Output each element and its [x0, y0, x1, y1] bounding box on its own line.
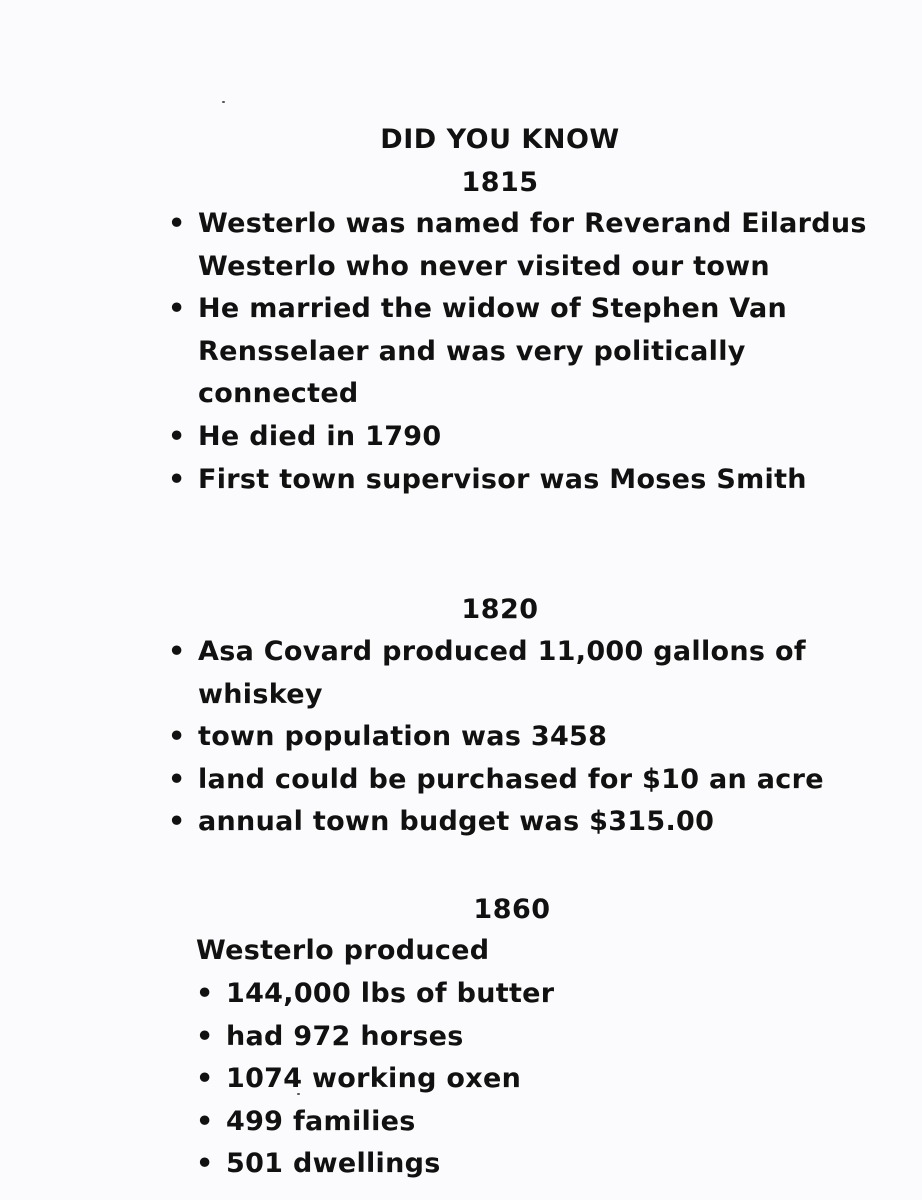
list-item: • Westerlo was named for Reverand Eilardus Westerlo who never visited our town — [168, 203, 868, 288]
list-item: • He married the widow of Stephen Van Rensselaer and was very politically connected — [168, 288, 868, 416]
year-heading-1815: 1815 — [461, 167, 539, 198]
facts-list-1815 — [168, 203, 868, 501]
list-item: • Asa Covard produced 11,000 gallons of whiskey — [168, 631, 868, 716]
paper-speck — [222, 101, 225, 103]
page-title: DID YOU KNOW — [380, 124, 620, 155]
facts-list-1820 — [168, 631, 868, 844]
list-item: • 499 families — [196, 1101, 796, 1144]
year-heading-1820: 1820 — [461, 594, 539, 625]
list-item: • town population was 3458 — [168, 716, 868, 759]
section-subheading: Westerlo produced — [196, 935, 490, 966]
list-item: • 501 dwellings — [196, 1143, 796, 1186]
list-item: • had 972 horses — [196, 1016, 796, 1059]
list-item: • 144,000 lbs of butter — [196, 973, 796, 1016]
facts-list-1860 — [196, 973, 796, 1186]
list-item: • First town supervisor was Moses Smith — [168, 459, 868, 502]
list-item: • annual town budget was $315.00 — [168, 801, 868, 844]
list-item: • land could be purchased for $10 an acre — [168, 759, 868, 802]
year-heading-1860: 1860 — [473, 894, 551, 925]
list-item: • He died in 1790 — [168, 416, 868, 459]
list-item: • 1074 working oxen — [196, 1058, 796, 1101]
